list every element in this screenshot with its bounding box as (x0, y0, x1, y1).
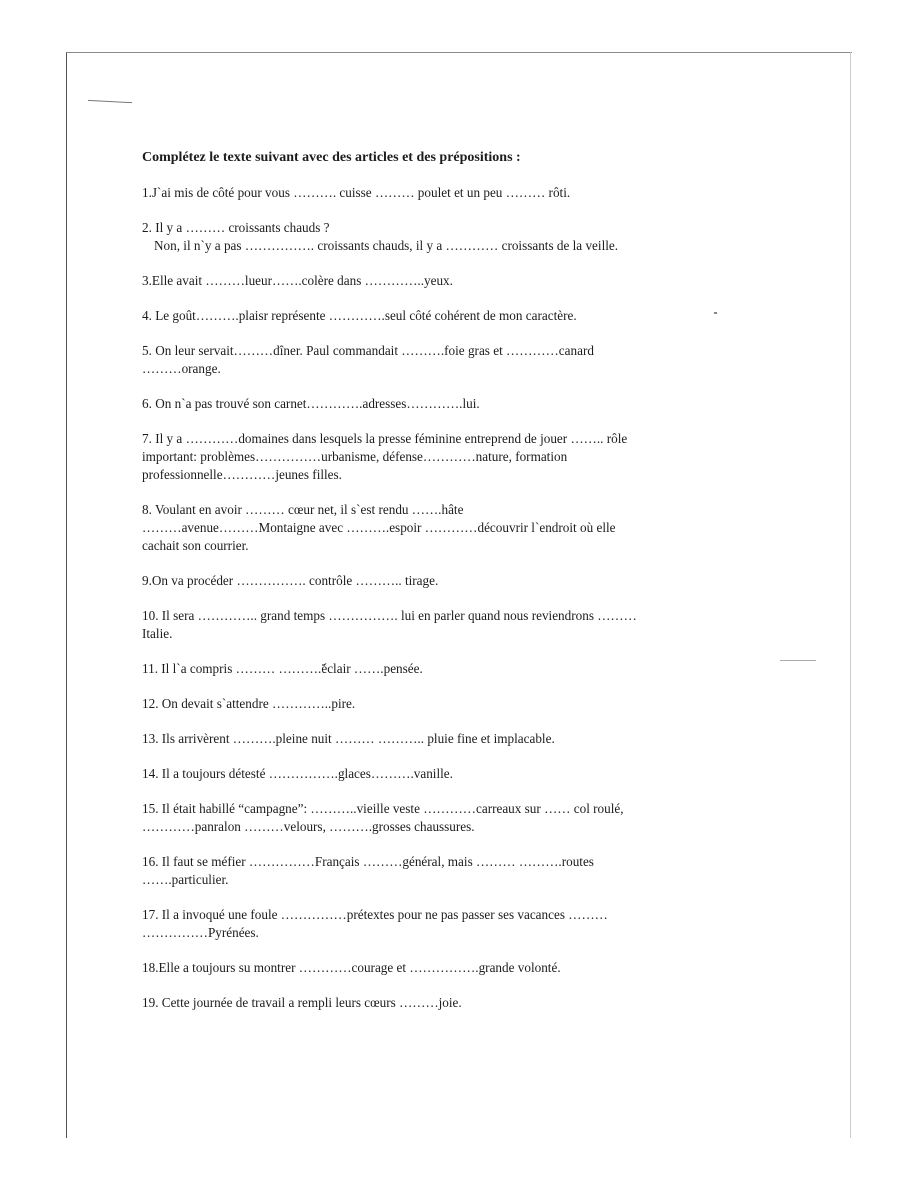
exercise-line: 15. Il était habillé “campagne”: ………..vieille veste …………carreaux sur …… col roulé, (142, 801, 624, 816)
exercise-line: 8. Voulant en avoir ……… cœur net, il s`est rendu …….hâte (142, 502, 464, 517)
exercise-item (142, 184, 742, 202)
exercise-item (142, 695, 742, 713)
page-edge (850, 52, 851, 1138)
exercise-item (142, 994, 742, 1012)
exercise-line: 6. On n`a pas trouvé son carnet………….adresses………….lui. (142, 396, 480, 411)
exercise-item (142, 430, 742, 484)
exercise-line: 12. On devait s`attendre …………..pire. (142, 696, 356, 711)
exercise-content (142, 150, 742, 1029)
scan-mark (780, 660, 816, 661)
exercise-item (142, 219, 742, 255)
exercise-list (142, 184, 742, 1012)
exercise-item (142, 853, 742, 889)
exercise-line: 1.J`ai mis de côté pour vous ………. cuisse ……… poulet et un peu ……… rôti. (142, 185, 571, 200)
exercise-line: ……………Pyrénées. (142, 925, 259, 940)
exercise-line: 9.On va procéder ……………. contrôle ……….. tirage. (142, 573, 439, 588)
exercise-line: cachait son courrier. (142, 538, 249, 553)
exercise-line: ………avenue………Montaigne avec ……….espoir …………découvrir l`endroit où elle (142, 520, 616, 535)
exercise-line: 4. Le goût……….plaisr représente ………….seul côté cohérent de mon caractère. (142, 308, 577, 323)
exercise-line: 14. Il a toujours détesté …………….glaces……….vanille. (142, 766, 453, 781)
exercise-line: 17. Il a invoqué une foule ……………prétextes pour ne pas passer ses vacances ……… (142, 907, 608, 922)
exercise-line: Italie. (142, 626, 173, 641)
exercise-line: 10. Il sera ………….. grand temps ……………. lui en parler quand nous reviendrons ……… (142, 608, 637, 623)
exercise-line: 19. Cette journée de travail a rempli leurs cœurs ………joie. (142, 995, 462, 1010)
exercise-line: 16. Il faut se méfier ……………Français ………général, mais ……… ……….routes (142, 854, 594, 869)
exercise-line: …………panralon ………velours, ……….grosses chaussures. (142, 819, 475, 834)
exercise-line: ………orange. (142, 361, 221, 376)
exercise-item (142, 730, 742, 748)
exercise-line: 7. Il y a …………domaines dans lesquels la presse féminine entreprend de jouer …….. rôle (142, 431, 628, 446)
exercise-item (142, 765, 742, 783)
exercise-line: 2. Il y a ……… croissants chauds ? (142, 220, 330, 235)
exercise-item (142, 395, 742, 413)
exercise-line: Non, il n`y a pas ……………. croissants chauds, il y a ………… croissants de la veille. (154, 238, 619, 253)
exercise-line: professionnelle…………jeunes filles. (142, 467, 342, 482)
exercise-line: 11. Il l`a compris ……… ……….éclair …….pensée. (142, 661, 423, 676)
exercise-line: 13. Ils arrivèrent ……….pleine nuit ……… ……….. pluie fine et implacable. (142, 731, 555, 746)
exercise-line: 18.Elle a toujours su montrer …………courage et …………….grande volonté. (142, 960, 561, 975)
exercise-item (142, 660, 742, 678)
exercise-line: …….particulier. (142, 872, 229, 887)
exercise-line: important: problèmes……………urbanisme, défense…………nature, formation (142, 449, 568, 464)
exercise-line: 3.Elle avait ………lueur…….colère dans …………..yeux. (142, 273, 453, 288)
exercise-item (142, 272, 742, 290)
exercise-item (142, 959, 742, 977)
exercise-item (142, 342, 742, 378)
exercise-item (142, 307, 742, 325)
exercise-item (142, 572, 742, 590)
exercise-line: 5. On leur servait………dîner. Paul commandait ……….foie gras et …………canard (142, 343, 594, 358)
exercise-item (142, 607, 742, 643)
exercise-item (142, 800, 742, 836)
exercise-item (142, 501, 742, 555)
exercise-heading: Complétez le texte suivant avec des articles et des prépositions : (142, 150, 521, 165)
exercise-item (142, 906, 742, 942)
